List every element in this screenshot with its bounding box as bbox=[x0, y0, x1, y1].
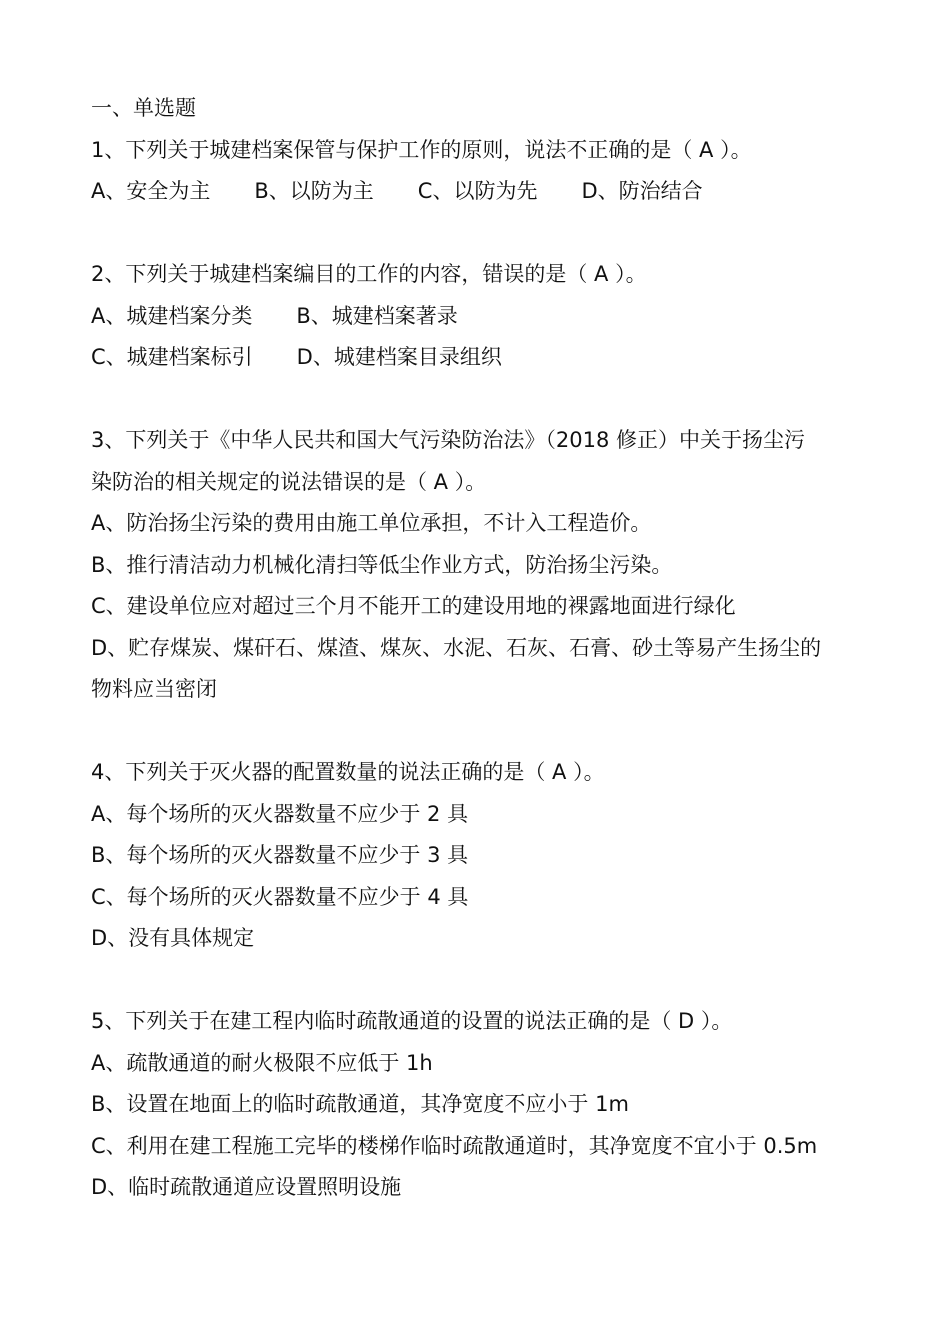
question-5-option-d: D、临时疏散通道应设置照明设施 bbox=[91, 1175, 402, 1199]
section-title: 一、单选题 bbox=[91, 96, 196, 120]
spacer bbox=[91, 711, 871, 753]
question-2-stem: 2、下列关于城建档案编目的工作的内容，错误的是（ A ）。 bbox=[91, 262, 647, 286]
document-page bbox=[91, 88, 871, 1209]
question-4-option-d: D、没有具体规定 bbox=[91, 926, 255, 950]
question-3-option-d-line-2: 物料应当密闭 bbox=[91, 677, 217, 701]
question-4-stem: 4、下列关于灭火器的配置数量的说法正确的是（ A ）。 bbox=[91, 760, 605, 784]
question-2-option-c: C、城建档案标引 bbox=[91, 345, 253, 369]
question-2-options-row-2 bbox=[91, 337, 871, 379]
question-4-option-b: B、每个场所的灭火器数量不应少于 3 具 bbox=[91, 843, 469, 867]
question-2-option-b: B、城建档案著录 bbox=[296, 303, 458, 328]
spacer bbox=[91, 960, 871, 1002]
question-2-options-row-1 bbox=[91, 296, 871, 338]
question-4-option-c: C、每个场所的灭火器数量不应少于 4 具 bbox=[91, 884, 469, 909]
question-1-option-a: A、安全为主 bbox=[91, 179, 211, 203]
question-5-stem: 5、下列关于在建工程内临时疏散通道的设置的说法正确的是（ D ）。 bbox=[91, 1009, 733, 1033]
question-1-options bbox=[91, 171, 871, 213]
question-3-stem-line-1: 3、下列关于《中华人民共和国大气污染防治法》（2018 修正）中关于扬尘污 bbox=[91, 428, 805, 452]
question-1-option-d: D、防治结合 bbox=[581, 179, 703, 203]
question-5-option-b: B、设置在地面上的临时疏散通道，其净宽度不应小于 1m bbox=[91, 1092, 629, 1116]
question-1-stem: 1、下列关于城建档案保管与保护工作的原则，说法不正确的是（ A ）。 bbox=[91, 137, 752, 162]
question-5-option-c: C、利用在建工程施工完毕的楼梯作临时疏散通道时，其净宽度不宜小于 0.5m bbox=[91, 1133, 818, 1158]
spacer bbox=[91, 213, 871, 255]
question-3-option-b: B、推行清洁动力机械化清扫等低尘作业方式，防治扬尘污染。 bbox=[91, 552, 673, 577]
question-3-option-d-line-1: D、贮存煤炭、煤矸石、煤渣、煤灰、水泥、石灰、石膏、砂土等易产生扬尘的 bbox=[91, 635, 822, 660]
question-3-option-c: C、建设单位应对超过三个月不能开工的建设用地的裸露地面进行绿化 bbox=[91, 594, 736, 618]
spacer bbox=[91, 379, 871, 421]
question-2-option-a: A、城建档案分类 bbox=[91, 303, 253, 328]
question-4-option-a: A、每个场所的灭火器数量不应少于 2 具 bbox=[91, 801, 469, 826]
question-3-option-a: A、防治扬尘污染的费用由施工单位承担，不计入工程造价。 bbox=[91, 511, 652, 535]
question-5-option-a: A、疏散通道的耐火极限不应低于 1h bbox=[91, 1050, 433, 1075]
question-3-stem-line-2: 染防治的相关规定的说法错误的是（ A ）。 bbox=[91, 469, 487, 494]
question-1-option-c: C、以防为先 bbox=[417, 179, 538, 203]
question-2-option-d: D、城建档案目录组织 bbox=[296, 345, 502, 369]
question-1-option-b: B、以防为主 bbox=[254, 179, 374, 203]
